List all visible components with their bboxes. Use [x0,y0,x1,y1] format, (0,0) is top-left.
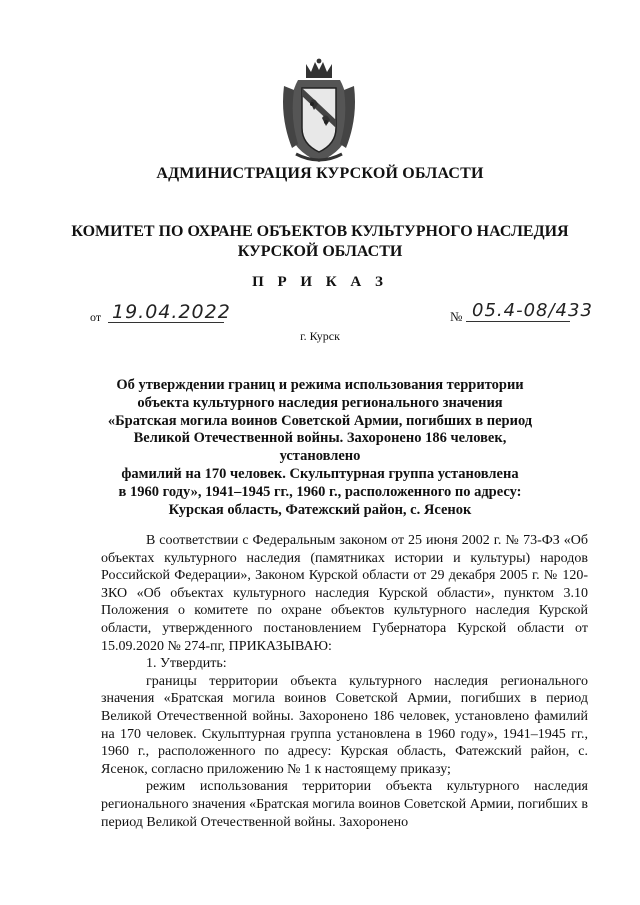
order-title [96,377,544,519]
clause-1-heading: 1. Утвердить: [146,656,227,672]
title-line: Курская область, Фатежский район, с. Ясенок [168,501,472,518]
coat-of-arms-emblem [278,58,360,166]
date-underline [108,322,224,323]
title-line: Об утверждении границ и режима использования территории [116,377,524,393]
document-type-heading: П Р И К А З [252,274,388,290]
city-label: г. Курск [300,329,340,343]
title-line: Великой Отечественной войны. Захоронено 186 человек, установлено [133,430,507,465]
title-line: фамилий на 170 человек. Скульптурная группа установлена [121,465,519,482]
title-line: «Братская могила воинов Советской Армии, погибших в период [107,412,533,429]
date-label: от [90,310,102,324]
order-body [101,532,588,831]
number-underline [466,321,570,322]
preamble-paragraph: В соответствии с Федеральным законом от 25 июня 2002 г. № 73-ФЗ «Об объектах культурного наследия (памятниках истории и культуры) народов Российской Федерации», Законом Курской области от 29 декабря 2005 г. № 120-ЗКО «Об объектах культурного наследия Курской области», пунктом 3.10 Положения о комитете по охране объектов культурного наследия Курской области, утвержденного постановлением Губернатора Курской области от 15.09.2020 № 274-пг, ПРИКАЗЫВАЮ: [101,533,588,654]
handwritten-number: 05.4-08/433 [472,300,593,321]
committee-heading-line-2: КУРСКОЙ ОБЛАСТИ [237,243,403,260]
title-line: в 1960 году», 1941–1945 гг., 1960 г., расположенного по адресу: [118,483,522,500]
clause-1-boundaries-paragraph: границы территории объекта культурного наследия регионального значения «Братская могила воинов Советской Армии, погибших в период Великой Отечественной войны. Захоронено 186 человек, установлено фамилий на 170 человек. Скульптурная группа установлена в 1960 году», 1941–1945 гг., 1960 г., расположенного по адресу: Курская область, Фатежский район, с. Ясенок, согласно приложению № 1 к настоящему приказу; [101,673,588,777]
handwritten-date: 19.04.2022 [112,301,231,323]
number-label: № [450,309,463,324]
clause-1-regime-paragraph: режим использования территории объекта культурного наследия регионального значения «Братская могила воинов Советской Армии, погибших в период Великой Отечественной войны. Захоронено [101,779,588,830]
committee-heading [0,222,640,262]
title-line: объекта культурного наследия регионального значения [137,394,503,411]
committee-heading-line-1: КОМИТЕТ ПО ОХРАНЕ ОБЪЕКТОВ КУЛЬТУРНОГО НАСЛЕДИЯ [71,223,569,240]
administration-heading: АДМИНИСТРАЦИЯ КУРСКОЙ ОБЛАСТИ [156,165,484,182]
